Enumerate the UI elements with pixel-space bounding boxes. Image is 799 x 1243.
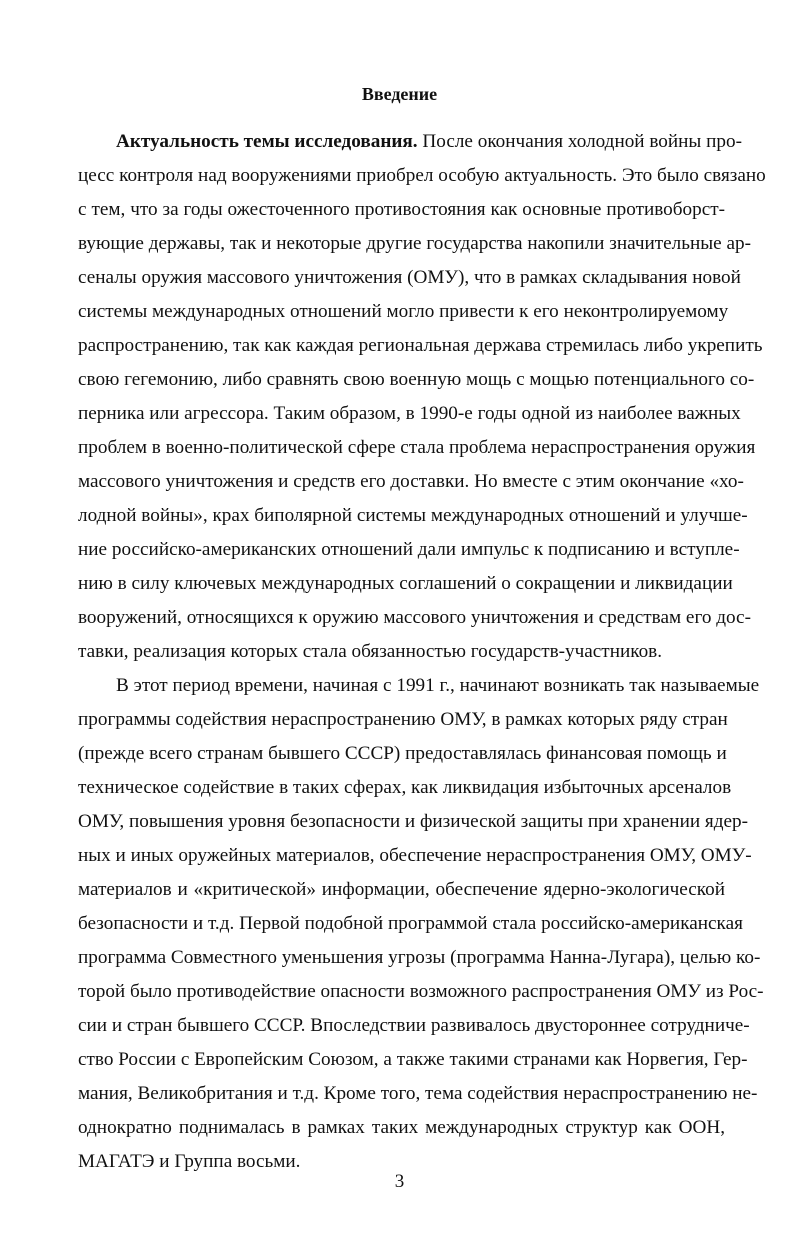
paragraph-1-line: системы международных отношений могло привести к его неконтролируемому — [78, 301, 729, 322]
paragraph-1-line: вующие державы, так и некоторые другие государства накопили значительные ар- — [78, 233, 751, 254]
paragraph-2-line: программы содействия нераспространению ОМУ, в рамках которых ряду стран — [78, 709, 728, 730]
paragraph-2-line: ных и иных оружейных материалов, обеспечение нераспространения ОМУ, ОМУ- — [78, 845, 752, 866]
paragraph-2-line: сии и стран бывшего СССР. Впоследствии развивалось двустороннее сотрудниче- — [78, 1015, 750, 1036]
paragraph-1-line: цесс контроля над вооружениями приобрел особую актуальность. Это было связано — [78, 165, 766, 186]
paragraph-2-line: программа Совместного уменьшения угрозы (программа Нанна-Лугара), целью ко- — [78, 947, 761, 968]
paragraph-2-line: ство России с Европейским Союзом, а также такими странами как Норвегия, Гер- — [78, 1049, 748, 1070]
paragraph-1-line: ние российско-американских отношений дали импульс к подписанию и вступле- — [78, 539, 740, 560]
page-number: 3 — [394, 1171, 405, 1192]
paragraph-1-line — [116, 128, 742, 156]
paragraph-2-line: (прежде всего странам бывшего СССР) предоставлялась финансовая помощь и — [78, 743, 727, 764]
paragraph-1-line: нию в силу ключевых международных соглашений о сокращении и ликвидации — [78, 573, 733, 594]
paragraph-2-line: материалов и «критической» информации, обеспечение ядерно-экологической — [78, 879, 725, 900]
paragraph-2-line: техническое содействие в таких сферах, как ликвидация избыточных арсеналов — [78, 777, 732, 798]
paragraph-1-line: свою гегемонию, либо сравнять свою военную мощь с мощью потенциального со- — [78, 369, 755, 390]
paragraph-1-line: перника или агрессора. Таким образом, в 1990-е годы одной из наиболее важных — [78, 403, 741, 424]
paragraph-lead: Актуальность темы исследования. — [116, 131, 418, 152]
paragraph-2-line: однократно поднималась в рамках таких международных структур как ООН, — [78, 1117, 725, 1138]
page-title: Введение — [361, 84, 438, 104]
paragraph-1-line: сеналы оружия массового уничтожения (ОМУ), что в рамках складывания новой — [78, 267, 741, 288]
paragraph-2-line: безопасности и т.д. Первой подобной программой стала российско-американская — [78, 913, 743, 934]
paragraph-1-line: с тем, что за годы ожесточенного противостояния как основные противоборст- — [78, 199, 725, 220]
paragraph-2-line: мания, Великобритания и т.д. Кроме того, тема содействия нераспространению не- — [78, 1083, 758, 1104]
paragraph-2-line: В этот период времени, начиная с 1991 г., начинают возникать так называемые — [116, 675, 760, 696]
paragraph-1-line: массового уничтожения и средств его доставки. Но вместе с этим окончание «хо- — [78, 471, 744, 492]
paragraph-2-line: ОМУ, повышения уровня безопасности и физической защиты при хранении ядер- — [78, 811, 748, 832]
paragraph-1-line: проблем в военно-политической сфере стала проблема нераспространения оружия — [78, 437, 756, 458]
paragraph-1-line: распространению, так как каждая региональная держава стремилась либо укрепить — [78, 335, 763, 356]
paragraph-1-line: вооружений, относящихся к оружию массового уничтожения и средствам его дос- — [78, 607, 751, 628]
paragraph-1-line: лодной войны», крах биполярной системы международных отношений и улучше- — [78, 505, 748, 526]
paragraph-text: После окончания холодной войны про- — [417, 131, 742, 152]
paragraph-2-line: МАГАТЭ и Группа восьми. — [78, 1151, 301, 1172]
paragraph-2-line: торой было противодействие опасности возможного распространения ОМУ из Рос- — [78, 981, 764, 1002]
paragraph-1-line: тавки, реализация которых стала обязанностью государств-участников. — [78, 641, 663, 662]
